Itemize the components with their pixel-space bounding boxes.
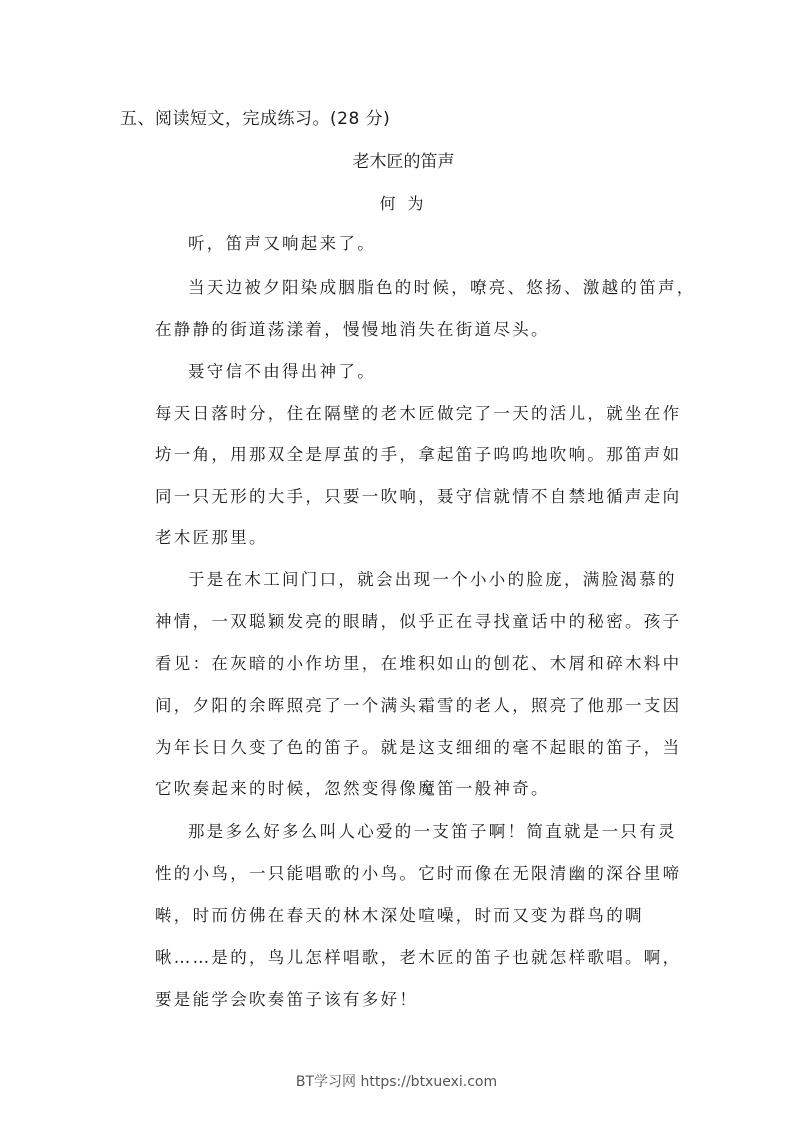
text-line: 当天边被夕阳染成胭脂色的时候，嘹亮、悠扬、激越的笛声， (188, 278, 696, 297)
text-line: 那是多么好多么叫人心爱的一支笛子啊！简直就是一只有灵 (188, 822, 677, 841)
text-line: 听，笛声又响起来了。 (188, 234, 376, 253)
text-line: 啭，时而仿佛在春天的林木深处喧噪，时而又变为群鸟的啁 (155, 906, 644, 925)
section-heading: 五、阅读短文，完成练习。(28 分) (120, 109, 391, 129)
text-line: 老木匠那里。 (155, 528, 268, 547)
article-author-text: 何为 (379, 194, 436, 213)
text-line: 在静静的街道荡漾着，慢慢地消失在街道尽头。 (155, 320, 550, 339)
text-line: 坊一角，用那双全是厚茧的手，拿起笛子呜呜地吹响。那笛声如 (155, 445, 682, 464)
text-line: 同一只无形的大手，只要一吹响，聂守信就情不自禁地循声走向 (155, 487, 682, 506)
text-line: 性的小鸟，一只能唱歌的小鸟。它时而像在无限清幽的深谷里啼 (155, 864, 682, 883)
text-line: 看见：在灰暗的小作坊里，在堆积如山的刨花、木屑和碎木料中 (155, 654, 682, 673)
article-author (0, 191, 793, 214)
text-line: 啾……是的，鸟儿怎样唱歌，老木匠的笛子也就怎样歌唱。啊， (155, 948, 682, 967)
text-line: 聂守信不由得出神了。 (188, 362, 376, 381)
article-title (0, 147, 793, 172)
watermark-footer: BT学习网 https://btxuexi.com (295, 1074, 498, 1090)
article-title-text: 老木匠的笛声 (352, 152, 455, 172)
text-line: 神情，一双聪颖发亮的眼睛，似乎正在寻找童话中的秘密。孩子 (155, 612, 682, 631)
text-line: 为年长日久变了色的笛子。就是这支细细的毫不起眼的笛子，当 (155, 738, 682, 757)
text-line: 每天日落时分，住在隔壁的老木匠做完了一天的活儿，就坐在作 (155, 404, 682, 423)
text-line: 要是能学会吹奏笛子该有多好！ (155, 990, 419, 1009)
text-line: 间，夕阳的余晖照亮了一个满头霜雪的老人，照亮了他那一支因 (155, 696, 682, 715)
text-line: 它吹奏起来的时候，忽然变得像魔笛一般神奇。 (155, 779, 550, 798)
text-line: 于是在木工间门口，就会出现一个小小的脸庞，满脸渴慕的 (188, 570, 677, 589)
